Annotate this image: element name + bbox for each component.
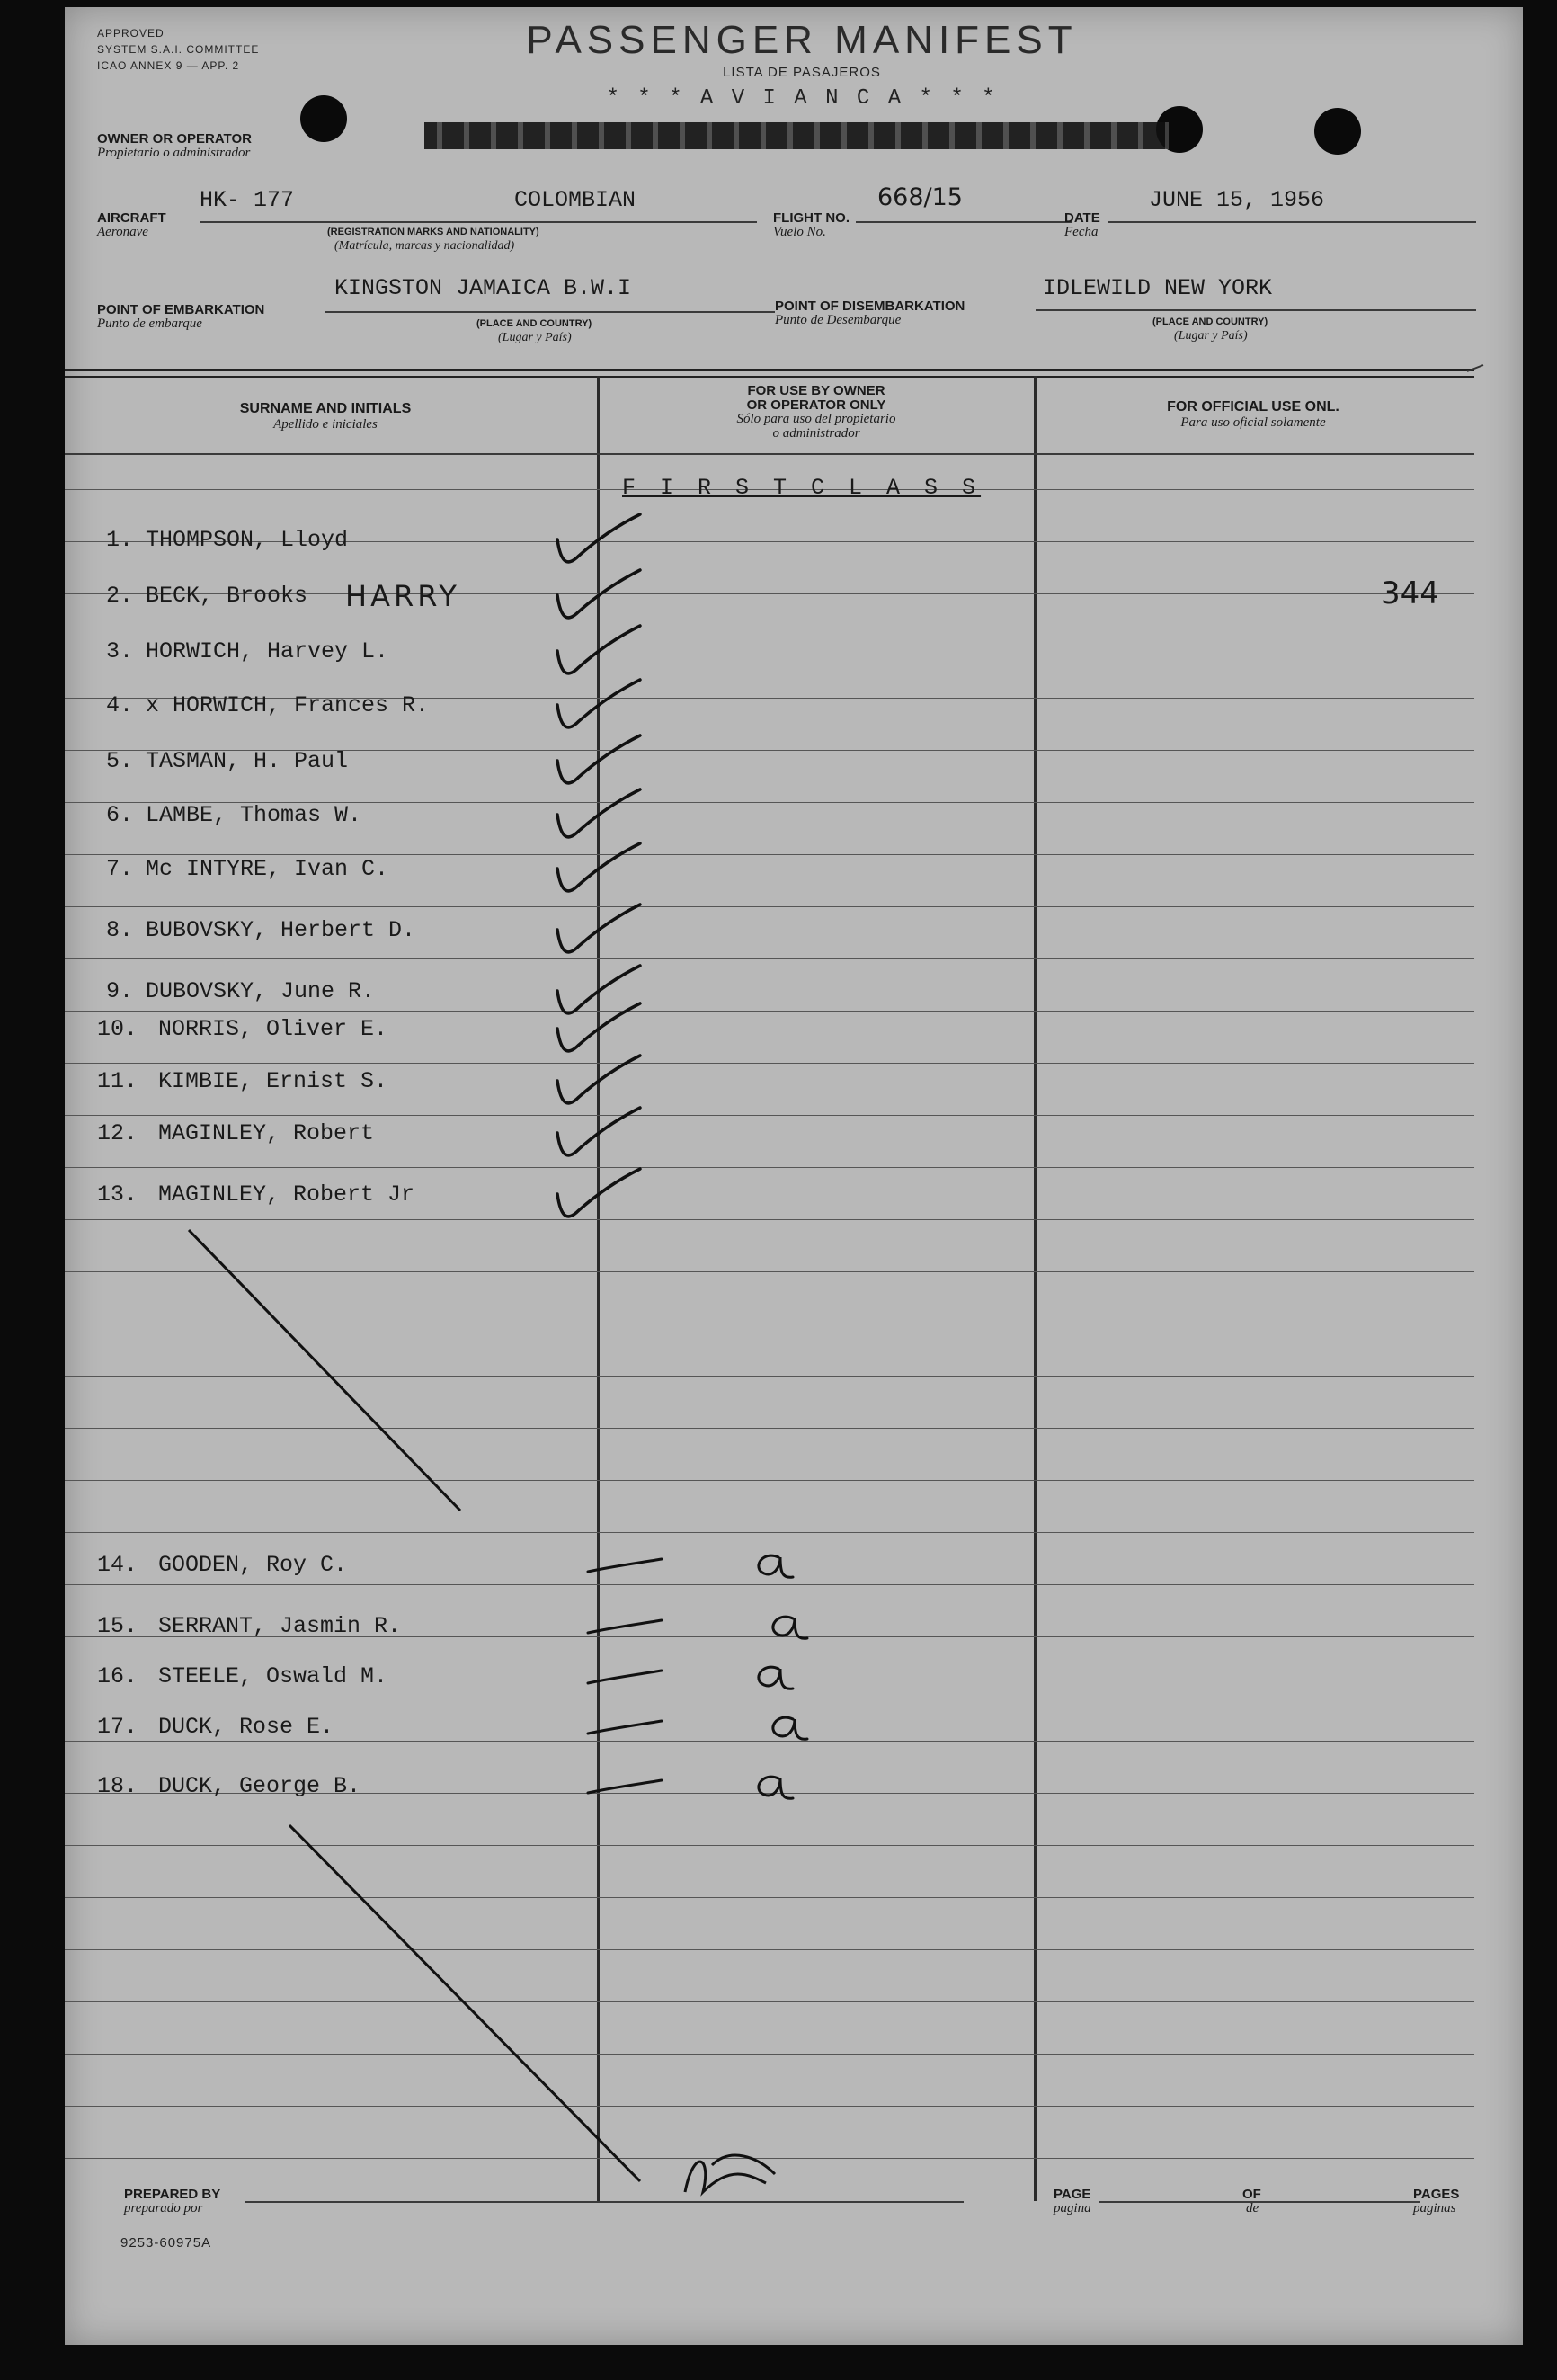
pages-label-es: paginas [1413,2201,1456,2215]
aircraft-nationality: COLOMBIAN [514,187,636,213]
passenger-number: 10. [97,1016,138,1042]
passenger-number: 15. [97,1613,138,1639]
tick-dash [588,1780,662,1793]
registration-caption: (REGISTRATION MARKS AND NATIONALITY) [327,227,539,237]
col-header-owner-es: o administrador [772,426,860,441]
form-number: 9253-60975A [120,2235,212,2251]
disembarkation-label-es: Punto de Desembarque [775,313,902,327]
passenger-name: MAGINLEY, Robert [158,1120,375,1146]
col-header-surname: SURNAME AND INITIALS [239,401,412,416]
check-mark [557,735,640,783]
passenger-number: 17. [97,1714,138,1740]
flight-label-es: Vuelo No. [773,225,826,239]
signature [685,2155,775,2192]
passenger-number: 7. [106,856,134,882]
handwritten-mark [773,1617,807,1638]
col-header-owner: OR OPERATOR ONLY [746,397,886,413]
passenger-name: HORWICH, Harvey L. [146,638,389,664]
airline-name: * * * A V I A N C A * * * [606,86,998,111]
col-header-owner: FOR USE BY OWNER [747,383,885,398]
check-mark [557,680,640,727]
owner-label: OWNER OR OPERATOR [97,131,252,147]
page-label: PAGE [1054,2187,1091,2202]
place-caption: (PLACE AND COUNTRY) [476,318,592,329]
passenger-name: SERRANT, Jasmin R. [158,1613,402,1639]
handwritten-mark [759,1777,793,1798]
approval-line: ICAO ANNEX 9 — APP. 2 [97,59,240,72]
passenger-number: 14. [97,1552,138,1578]
tick-dash [588,1721,662,1734]
passenger-name: THOMPSON, Lloyd [146,527,349,553]
check-mark [557,1108,640,1155]
check-mark [557,570,640,618]
flight-label: FLIGHT NO. [773,210,850,226]
embarkation-label-es: Punto de embarque [97,316,202,331]
check-mark [557,966,640,1013]
check-mark [557,789,640,837]
tick-dash [588,1620,662,1633]
handwritten-mark [759,1667,793,1689]
passenger-name: DUBOVSKY, June R. [146,978,376,1004]
tick-dash [588,1559,662,1572]
embarkation-label: POINT OF EMBARKATION [97,302,265,317]
passenger-name: BECK, Brooks [146,583,308,609]
passenger-name: MAGINLEY, Robert Jr [158,1181,415,1208]
approval-line: APPROVED [97,27,165,40]
handwritten-first-name: HARRY [345,579,460,613]
handwritten-mark [773,1717,807,1739]
embarkation-place: KINGSTON JAMAICA B.W.I [334,275,632,301]
class-label: F I R S T C L A S S [622,475,982,501]
prepared-by-label: PREPARED BY [124,2187,221,2202]
page-subtitle: LISTA DE PASAJEROS [723,65,881,80]
pen-marks [65,7,1523,2345]
check-mark [557,1003,640,1051]
passenger-number: 18. [97,1773,138,1799]
passenger-number: 13. [97,1181,138,1208]
passenger-name: LAMBE, Thomas W. [146,802,362,828]
of-label-es: de [1246,2201,1259,2215]
col-header-official: FOR OFFICIAL USE ONL. [1167,399,1339,414]
check-mark [557,843,640,891]
passenger-name: NORRIS, Oliver E. [158,1016,388,1042]
check-mark [557,1056,640,1103]
passenger-number: 5. [106,748,134,774]
passenger-number: 8. [106,917,134,943]
place-caption-es: (Lugar y País) [1174,329,1248,343]
passenger-name: TASMAN, H. Paul [146,748,349,774]
check-mark [557,905,640,952]
col-header-surname-es: Apellido e iniciales [273,417,378,432]
passenger-number: 2. [106,583,134,609]
passenger-name: Mc INTYRE, Ivan C. [146,856,389,882]
aircraft-label: AIRCRAFT [97,210,166,226]
col-header-owner-es: Sólo para uso del propietario [736,412,896,426]
passenger-name: GOODEN, Roy C. [158,1552,348,1578]
passenger-number: 9. [106,978,134,1004]
aircraft-registration: HK- 177 [200,187,295,213]
passenger-number: 6. [106,802,134,828]
passenger-number: 1. [106,527,134,553]
void-slash [189,1230,460,1511]
disembarkation-label: POINT OF DISEMBARKATION [775,299,965,314]
passenger-name: BUBOVSKY, Herbert D. [146,917,416,943]
of-label: OF [1242,2187,1261,2202]
page-label-es: pagina [1054,2201,1091,2215]
passenger-name: DUCK, George B. [158,1773,361,1799]
passenger-name: KIMBIE, Ernist S. [158,1068,388,1094]
check-mark [557,1169,640,1217]
flight-date: JUNE 15, 1956 [1149,187,1325,213]
check-mark [557,626,640,673]
page-title: PASSENGER MANIFEST [526,18,1078,62]
date-label: DATE [1064,210,1100,226]
place-caption-es: (Lugar y País) [498,331,572,344]
passenger-number: 3. [106,638,134,664]
pages-label: PAGES [1413,2187,1460,2202]
approval-line: SYSTEM S.A.I. COMMITTEE [97,43,260,56]
passenger-number: 16. [97,1663,138,1689]
passenger-name: STEELE, Oswald M. [158,1663,388,1689]
manifest-sheet [65,7,1523,2345]
flight-number: 668/15 [877,183,963,211]
aircraft-label-es: Aeronave [97,225,148,239]
passenger-name: DUCK, Rose E. [158,1714,334,1740]
col-header-official-es: Para uso oficial solamente [1180,415,1326,430]
handwritten-mark [759,1555,793,1577]
passenger-number: 12. [97,1120,138,1146]
date-label-es: Fecha [1064,225,1099,239]
disembarkation-place: IDLEWILD NEW YORK [1043,275,1273,301]
registration-caption-es: (Matrícula, marcas y nacionalidad) [334,239,515,253]
check-mark [557,514,640,562]
place-caption: (PLACE AND COUNTRY) [1152,316,1268,327]
void-slash [289,1825,640,2181]
tick-dash [588,1671,662,1683]
owner-label-es: Propietario o administrador [97,146,251,160]
passenger-name: x HORWICH, Frances R. [146,692,430,718]
prepared-by-label-es: preparado por [124,2201,203,2215]
passenger-number: 4. [106,692,134,718]
official-note: 344 [1381,575,1439,611]
passenger-number: 11. [97,1068,138,1094]
